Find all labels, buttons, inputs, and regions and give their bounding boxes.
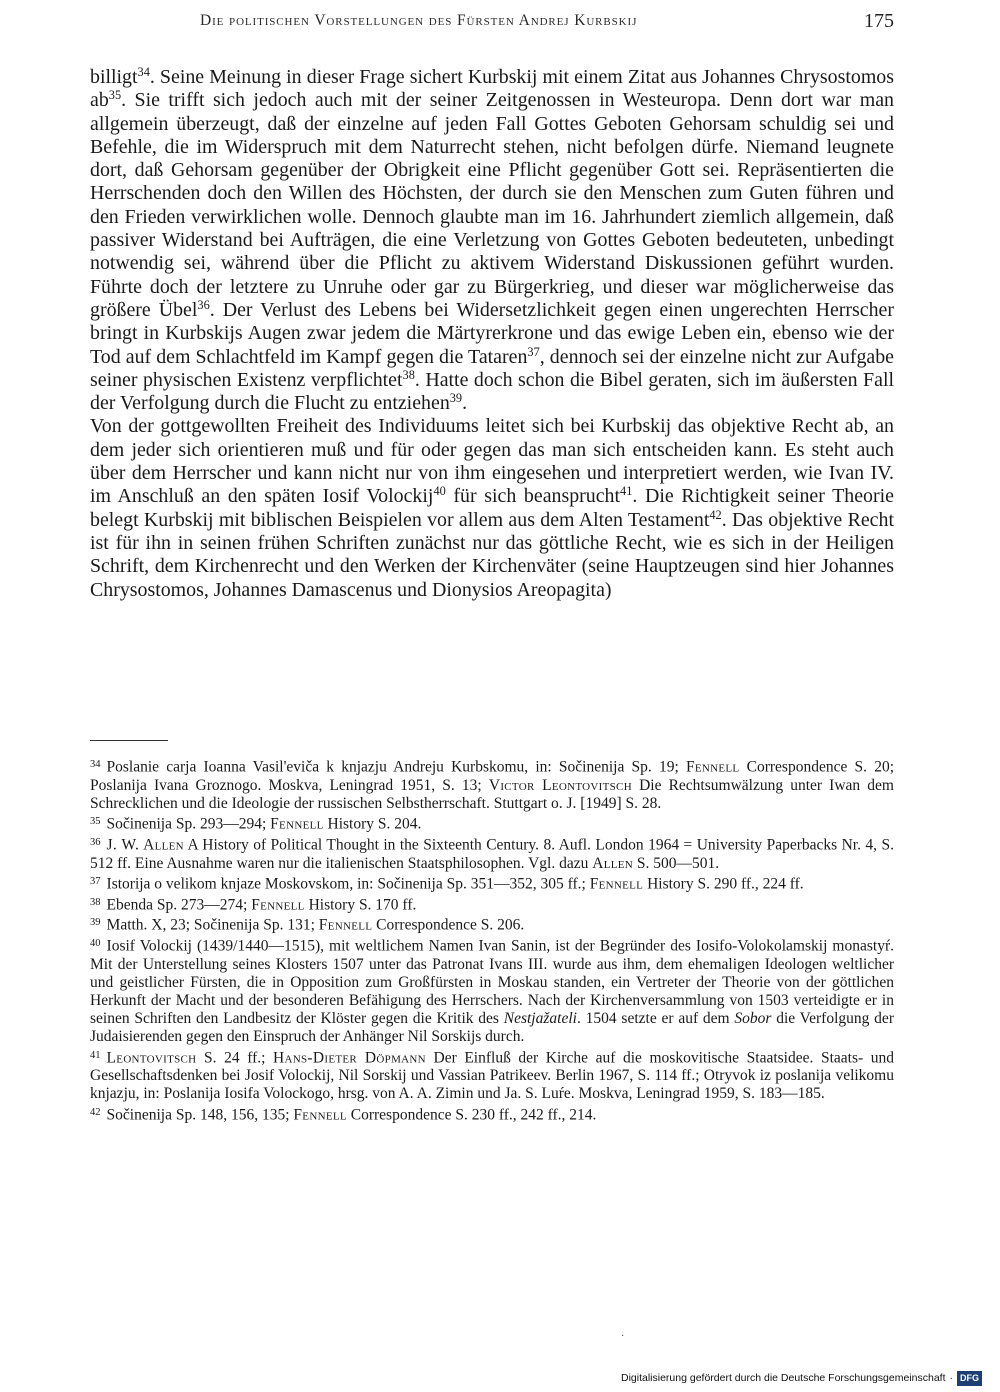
footnote-42 — [90, 1104, 894, 1125]
footnote-35 — [90, 813, 894, 834]
footnote-number: 34 — [90, 759, 101, 770]
footnote-text: Poslanie carja Ioanna Vasil'eviča k knjazju Andreju Kurbskomu, in: Sočinenija Sp. 19; — [106, 758, 686, 776]
footnotes — [90, 756, 894, 1124]
dfg-logo: DFG — [957, 1371, 982, 1386]
footnote-ref[interactable]: 42 — [709, 507, 722, 522]
running-title: Die politischen Vorstellungen des Fürsten Andrej Kurbskij — [200, 12, 638, 29]
footnote-ref[interactable]: 39 — [449, 391, 463, 406]
credit-separator: · — [949, 1372, 953, 1384]
stray-mark: · — [621, 1331, 625, 1342]
italic-term: Sobor — [734, 1010, 772, 1028]
footnote-text: A History of Political Thought in the Sixteenth Century. 8. Aufl. London 1964 = University Paperbacks Nr. 4, S. 512 ff. Eine Ausnahme waren nur die italienischen Staatsphilosophen. Vgl. dazu — [90, 836, 894, 872]
footnote-text: Matth. X, 23; Sočinenija Sp. 131; — [106, 917, 319, 935]
footnote-text: History S. 170 ff. — [304, 896, 417, 914]
footnote-number: 41 — [90, 1049, 101, 1061]
footnote-number: 42 — [90, 1106, 101, 1118]
footnote-text: Die Rechtsumwälzung unter Iwan dem Schrecklichen und die Ideologie der russischen Selbstherrschaft. Stuttgart o. J. [1949] S. 28. — [90, 776, 894, 812]
running-head — [90, 8, 894, 38]
author-name: Fennell — [251, 896, 305, 914]
author-name: Hans-Dieter Döpmann — [273, 1049, 426, 1067]
footnote-divider — [90, 740, 168, 741]
footnote-number: 38 — [90, 896, 101, 908]
footnote-text: Ebenda Sp. 273—274; — [106, 896, 252, 914]
footnote-ref[interactable]: 34 — [137, 65, 150, 80]
page-number: 175 — [864, 10, 894, 32]
text-run: . Das objektive Recht ist für ihn in seinen frühen Schriften zunächst nur das göttliche Recht, wie es sich in der Heiligen Schrift, dem Kirchenrecht und den Werken der Kirchenväter (seine Hauptzeugen sind hier Johannes Chrysostomos, Johannes Damascenus und Dionysios Areopagita) — [90, 508, 894, 601]
text-run: für sich beansprucht — [445, 485, 621, 508]
author-name: Leontovitsch — [106, 1049, 197, 1067]
author-name: Allen — [592, 854, 634, 872]
footnote-text: . 1504 setzte er auf dem — [576, 1010, 735, 1028]
footnote-text: S. 24 ff.; — [196, 1049, 274, 1067]
author-name: Fennell — [589, 875, 644, 893]
footnote-number: 40 — [90, 938, 101, 950]
footnote-text: Iosif Volockij (1439/1440—1515), mit weltlichem Namen Ivan Sanin, ist der Begründer des Iosifo-Volokolamskij monastyŕ. Mit der Unterstellung seines Klosters 1507 unter das Patronat Ivans III. wurde aus ihm, dem ehemaligen Ideologen weltlicher und geistlicher Fürsten, die in Opposition zum Großfürsten in Moskau standen, ein Vertreter der Theorie von der göttlichen Herkunft der Macht und der besonderen Befähigung des Herrschers. Nach der Kirchenversammlung von 1503 verteidigte er in seinen Schriften den Landbesitz der Klöster gegen die Kritik des — [90, 937, 894, 1028]
footnote-text: Istorija o velikom knjaze Moskovskom, in: Sočinenija Sp. 351—352, 305 ff.; — [106, 875, 590, 893]
footnote-ref[interactable]: 37 — [527, 344, 540, 359]
text-run: billigt — [90, 66, 138, 88]
author-name: Victor Leontovitsch — [488, 776, 632, 794]
text-run: , dennoch sei der einzelne nicht zur Aufgabe seiner physischen Existenz verpflichtet — [90, 345, 894, 391]
footnote-text: Correspondence S. 230 ff., 242 ff., 214. — [346, 1106, 597, 1124]
italic-term: Nestjažateli — [503, 1010, 577, 1028]
footnote-number: 37 — [90, 875, 101, 887]
author-name: Fennell — [685, 758, 740, 776]
footnote-text: History S. 204. — [323, 815, 422, 833]
author-name: Fennell — [293, 1106, 347, 1124]
credit-text: Digitalisierung gefördert durch die Deutsche Forschungsgemeinschaft — [620, 1372, 946, 1384]
footnote-text: Correspondence S. 20; Poslanija Ivana Groznogo. Moskva, Leningrad 1951, S. 13; — [90, 758, 894, 794]
body-text — [90, 66, 894, 602]
text-run: . Die Richtigkeit seiner Theorie belegt Kurbskij mit biblischen Beispielen vor allem aus dem Alten Testament — [90, 485, 894, 531]
footnote-34 — [90, 756, 894, 813]
footnote-text: History S. 290 ff., 224 ff. — [643, 875, 804, 893]
text-run: . Hatte doch schon die Bibel geraten, sich im äußersten Fall der Verfolgung durch die Flucht zu entziehen — [90, 368, 894, 415]
footnote-text: Correspondence S. 206. — [372, 917, 525, 935]
footnote-text: Sočinenija Sp. 293—294; — [106, 815, 271, 833]
footnote-number: 36 — [90, 836, 101, 848]
footnote-ref[interactable]: 35 — [108, 88, 122, 103]
text-run: . Seine Meinung in dieser Frage sichert Kurbskij mit einem Zitat aus Johannes Chrysostomos ab — [90, 66, 894, 112]
footnote-text: Sočinenija Sp. 148, 156, 135; — [106, 1106, 294, 1124]
paragraph-1 — [90, 66, 894, 415]
paragraph-2 — [90, 415, 894, 601]
footnote-text: die Verfolgung der Judaisierenden gegen den Einspruch der Anhänger Nil Sorskijs durch. — [90, 1010, 894, 1046]
footnote-number: 39 — [90, 917, 101, 929]
footnote-41 — [90, 1047, 894, 1104]
footnote-text: Der Einfluß der Kirche auf die moskovitische Staatsidee. Staats- und Gesellschaftsdenken bei Josif Volockij, Nil Sorskij und Vassian Patrikeev. Berlin 1967, S. 114 ff.; Otryvok iz poslanija velikomu knjazju, in: Poslanija Iosifa Volockogo, hrsg. von A. A. Zimin und Ja. S. Luŕe. Moskva, Leningrad 1959, S. 183—185. — [90, 1049, 894, 1103]
author-name: J. W. Allen — [106, 836, 184, 854]
footnote-38 — [90, 894, 894, 915]
author-name: Fennell — [318, 917, 373, 935]
footnote-ref[interactable]: 36 — [197, 298, 210, 313]
footnote-39 — [90, 914, 894, 935]
text-run: Von der gottgewollten Freiheit des Individuums leitet sich bei Kurbskij das objektive Recht ab, an dem jeder sich orientieren muß und für oder gegen das man sich entscheiden kann. Es steht auch über dem Herrscher und kann nicht nur von ihm eingesehen und interpretiert werden, wie Ivan IV. im Anschluß an den späten Iosif Volockij — [90, 415, 894, 508]
text-run: . Sie trifft sich jedoch auch mit der seiner Zeitgenossen in Westeuropa. Denn dort war man allgemein überzeugt, daß der einzelne auf jeden Fall Gottes Geboten Gehorsam schuldig sei und Befehle, die im Widerspruch mit dem Naturrecht stehen, nicht befolgen dürfe. Niemand leugnete dort, daß Gehorsam gegenüber der Obrigkeit eine Pflicht gegenüber Gott sei. Repräsentierten die Herrschenden doch den Willen des Höchsten, der durch sie den Menschen zum Guten führen und den Frieden verwirklichen wolle. Dennoch glaubte man im 16. Jahrhundert ziemlich allgemein, daß passiver Widerstand bei Aufträgen, die eine Verletzung von Gottes Geboten bedeuteten, unbedingt notwendig sei, während über die Pflicht zu aktivem Widerstand Diskussionen geführt wurden. Führte doch der letztere zu Unruhe oder gar zu Bürgerkrieg, und dieser war möglicherweise das größere Übel — [90, 89, 894, 321]
footnote-text: S. 500—501. — [633, 854, 720, 872]
text-run: . — [462, 392, 468, 415]
footnote-ref[interactable]: 41 — [620, 484, 633, 499]
footnote-40 — [90, 935, 894, 1046]
footnote-ref[interactable]: 38 — [402, 368, 415, 383]
footnote-ref[interactable]: 40 — [433, 484, 446, 499]
footnote-number: 35 — [90, 816, 101, 828]
text-run: . Der Verlust des Lebens bei Widersetzlichkeit gegen einen ungerechten Herrscher bringt in Kurbskijs Augen zwar jedem die Märtyrerkrone und das ewige Leben ein, ebenso wie der Tod auf dem Schlachtfeld im Kampf gegen die Tataren — [90, 298, 894, 368]
digitization-credit — [621, 1369, 982, 1387]
author-name: Fennell — [270, 815, 324, 833]
footnote-37 — [90, 873, 894, 894]
footnote-36 — [90, 834, 894, 873]
